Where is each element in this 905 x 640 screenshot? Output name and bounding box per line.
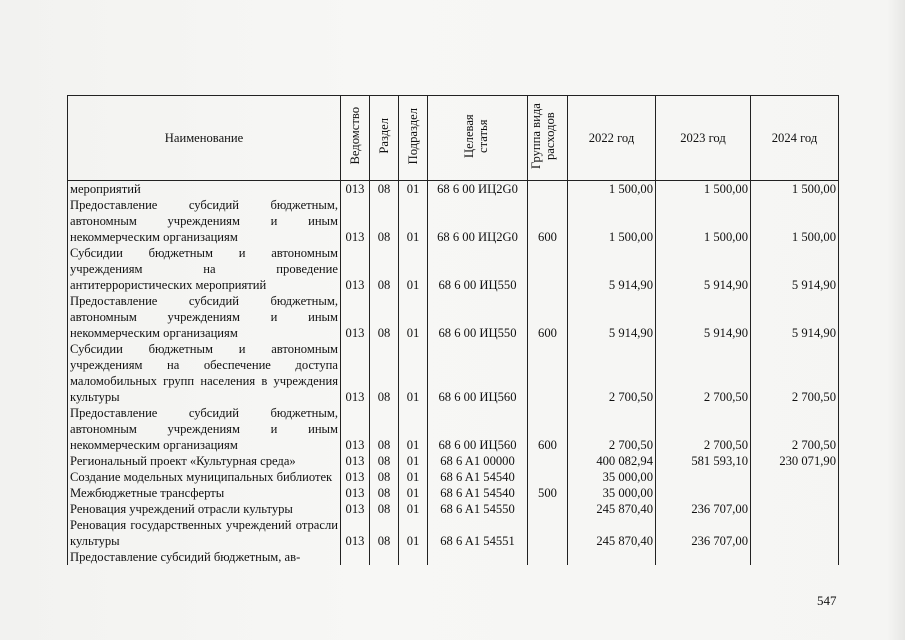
row-group	[528, 549, 568, 565]
row-group: 600	[528, 405, 568, 453]
row-name: Региональный проект «Культурная среда»	[68, 453, 341, 469]
header-2022: 2022 год	[568, 96, 656, 181]
row-2024: 2 700,50	[751, 341, 839, 405]
row-ved: 013	[341, 197, 370, 245]
row-2023	[656, 549, 751, 565]
row-raz: 08	[370, 181, 399, 198]
row-2023	[656, 485, 751, 501]
row-group	[528, 181, 568, 198]
row-pod: 01	[399, 245, 428, 293]
row-2022: 245 870,40	[568, 501, 656, 517]
row-raz: 08	[370, 197, 399, 245]
row-group: 500	[528, 485, 568, 501]
table-row	[68, 341, 839, 405]
row-ved: 013	[341, 453, 370, 469]
row-ved: 013	[341, 245, 370, 293]
row-raz: 08	[370, 405, 399, 453]
row-group: 600	[528, 293, 568, 341]
header-name: Наименование	[68, 96, 341, 181]
header-vedomstvo: Ведомство	[341, 96, 370, 181]
row-group	[528, 453, 568, 469]
header-razdel: Раздел	[370, 96, 399, 181]
table-row	[68, 485, 839, 501]
row-2022: 1 500,00	[568, 197, 656, 245]
row-target: 68 6 A1 54551	[428, 517, 528, 549]
row-ved: 013	[341, 293, 370, 341]
row-2023: 236 707,00	[656, 501, 751, 517]
row-pod: 01	[399, 453, 428, 469]
row-pod: 01	[399, 501, 428, 517]
table-row	[68, 517, 839, 549]
row-name: Создание модельных муниципальных библиотек	[68, 469, 341, 485]
row-target: 68 6 00 ИЦ550	[428, 293, 528, 341]
row-2022: 5 914,90	[568, 293, 656, 341]
row-ved: 013	[341, 485, 370, 501]
row-2024	[751, 485, 839, 501]
row-2023: 581 593,10	[656, 453, 751, 469]
row-ved	[341, 549, 370, 565]
row-ved: 013	[341, 341, 370, 405]
row-group	[528, 245, 568, 293]
row-group	[528, 501, 568, 517]
row-target: 68 6 00 ИЦ560	[428, 405, 528, 453]
row-target	[428, 549, 528, 565]
budget-table	[67, 95, 839, 565]
row-2022: 245 870,40	[568, 517, 656, 549]
table-row	[68, 245, 839, 293]
row-2024: 1 500,00	[751, 197, 839, 245]
page-edge-shadow	[887, 0, 905, 640]
row-target: 68 6 A1 54540	[428, 469, 528, 485]
row-2023: 5 914,90	[656, 245, 751, 293]
row-pod: 01	[399, 405, 428, 453]
row-2023: 1 500,00	[656, 197, 751, 245]
row-target: 68 6 A1 54540	[428, 485, 528, 501]
row-pod: 01	[399, 293, 428, 341]
row-raz: 08	[370, 453, 399, 469]
row-2022: 35 000,00	[568, 469, 656, 485]
row-2023: 236 707,00	[656, 517, 751, 549]
row-2024	[751, 469, 839, 485]
row-raz: 08	[370, 517, 399, 549]
row-name: Межбюджетные трансферты	[68, 485, 341, 501]
row-group	[528, 469, 568, 485]
row-2024: 230 071,90	[751, 453, 839, 469]
row-pod: 01	[399, 181, 428, 198]
row-pod: 01	[399, 485, 428, 501]
row-target: 68 6 A1 00000	[428, 453, 528, 469]
row-2024: 1 500,00	[751, 181, 839, 198]
row-name: Предоставление субсидий бюджетным, автономным учреждениям и иным некоммерческим организациям	[68, 405, 341, 453]
row-2023: 1 500,00	[656, 181, 751, 198]
row-group	[528, 341, 568, 405]
row-name: Предоставление субсидий бюджетным, автономным учреждениям и иным некоммерческим организациям	[68, 293, 341, 341]
row-ved: 013	[341, 501, 370, 517]
table-row	[68, 453, 839, 469]
row-name: Реновация учреждений отрасли культуры	[68, 501, 341, 517]
table-row	[68, 549, 839, 565]
row-raz: 08	[370, 245, 399, 293]
row-raz: 08	[370, 501, 399, 517]
row-2024: 5 914,90	[751, 245, 839, 293]
row-raz: 08	[370, 469, 399, 485]
row-ved: 013	[341, 181, 370, 198]
row-raz: 08	[370, 341, 399, 405]
row-target: 68 6 00 ИЦ560	[428, 341, 528, 405]
row-2024: 2 700,50	[751, 405, 839, 453]
table-row	[68, 469, 839, 485]
row-pod: 01	[399, 517, 428, 549]
row-2024: 5 914,90	[751, 293, 839, 341]
row-pod: 01	[399, 341, 428, 405]
row-2024	[751, 501, 839, 517]
row-target: 68 6 A1 54550	[428, 501, 528, 517]
row-target: 68 6 00 ИЦ2G0	[428, 197, 528, 245]
table-row	[68, 181, 839, 198]
row-2023	[656, 469, 751, 485]
row-target: 68 6 00 ИЦ2G0	[428, 181, 528, 198]
header-target: Целевая статья	[428, 96, 528, 181]
row-2022: 2 700,50	[568, 341, 656, 405]
row-raz: 08	[370, 293, 399, 341]
row-name: Предоставление субсидий бюджетным, автономным учреждениям и иным некоммерческим организациям	[68, 197, 341, 245]
row-2023: 2 700,50	[656, 405, 751, 453]
table-row	[68, 197, 839, 245]
page-number: 547	[817, 593, 837, 608]
row-2022	[568, 549, 656, 565]
row-2024	[751, 517, 839, 549]
row-2022: 1 500,00	[568, 181, 656, 198]
row-ved: 013	[341, 517, 370, 549]
row-2023: 5 914,90	[656, 293, 751, 341]
row-name: Субсидии бюджетным и автономным учреждениям на проведение антитеррористических мероприятий	[68, 245, 341, 293]
table-row	[68, 501, 839, 517]
row-target: 68 6 00 ИЦ550	[428, 245, 528, 293]
row-2023: 2 700,50	[656, 341, 751, 405]
table-header-row	[68, 96, 839, 181]
row-pod: 01	[399, 469, 428, 485]
row-raz	[370, 549, 399, 565]
row-pod	[399, 549, 428, 565]
row-name: Реновация государственных учреждений отрасли культуры	[68, 517, 341, 549]
row-ved: 013	[341, 405, 370, 453]
row-group	[528, 517, 568, 549]
row-2022: 5 914,90	[568, 245, 656, 293]
row-raz: 08	[370, 485, 399, 501]
table-row	[68, 405, 839, 453]
table-row	[68, 293, 839, 341]
row-name: Предоставление субсидий бюджетным, ав-	[68, 549, 341, 565]
row-ved: 013	[341, 469, 370, 485]
row-name: мероприятий	[68, 181, 341, 198]
header-2023: 2023 год	[656, 96, 751, 181]
row-2022: 35 000,00	[568, 485, 656, 501]
row-pod: 01	[399, 197, 428, 245]
row-group: 600	[528, 197, 568, 245]
row-2022: 400 082,94	[568, 453, 656, 469]
header-group: Группа вида расходов	[528, 96, 568, 181]
row-name: Субсидии бюджетным и автономным учреждениям на обеспечение доступа маломобильных групп населения в учреждения культуры	[68, 341, 341, 405]
header-podrazdel: Подраздел	[399, 96, 428, 181]
row-2022: 2 700,50	[568, 405, 656, 453]
row-2024	[751, 549, 839, 565]
header-2024: 2024 год	[751, 96, 839, 181]
